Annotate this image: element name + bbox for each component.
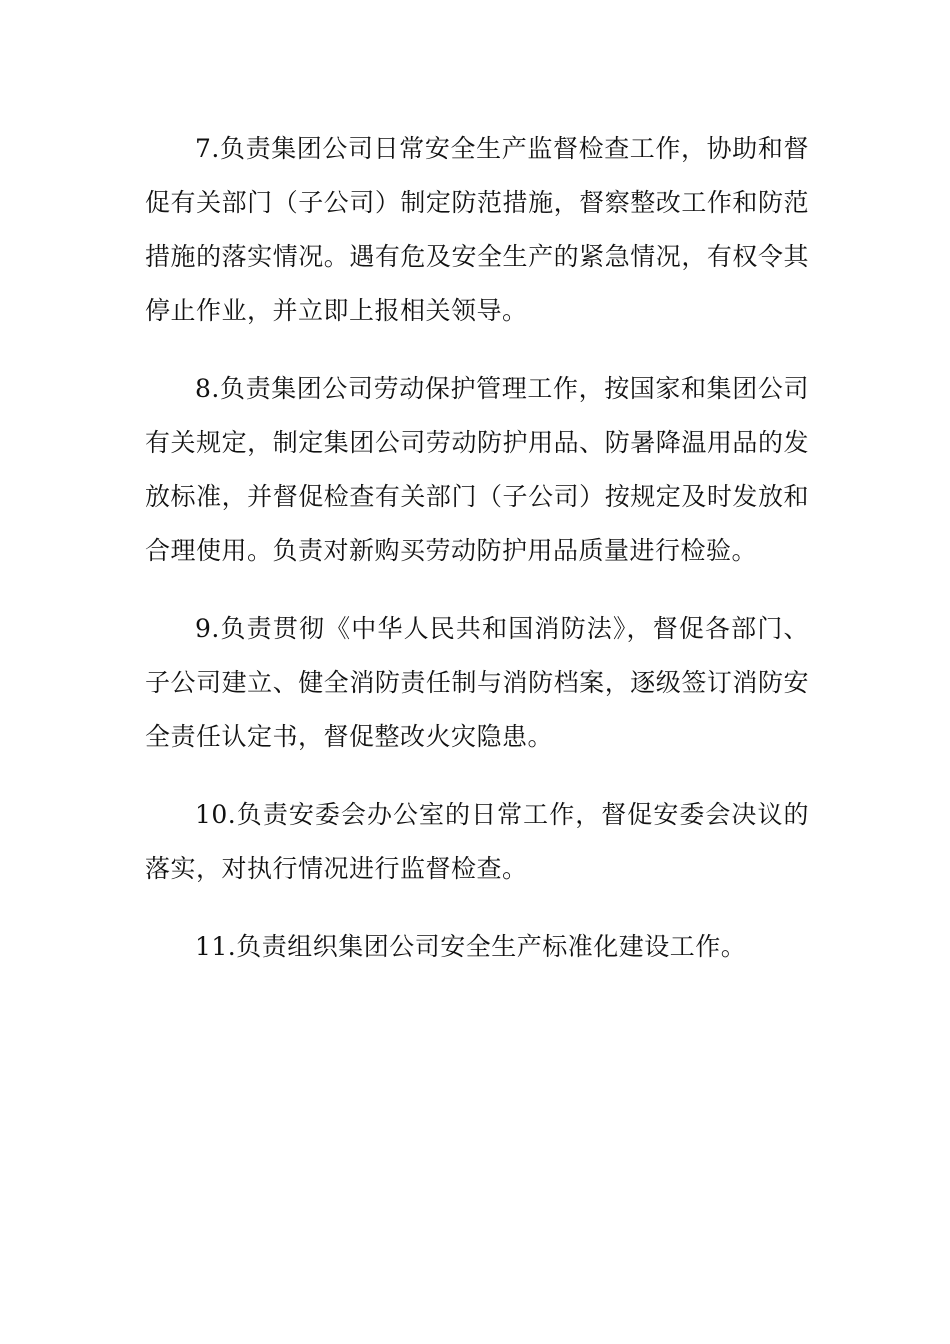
document-body: [145, 122, 809, 998]
paragraph-item-9: 9.负责贯彻《中华人民共和国消防法》，督促各部门、子公司建立、健全消防责任制与消防档案，逐级签订消防安全责任认定书，督促整改火灾隐患。: [145, 614, 809, 751]
paragraph-item-7: 7.负责集团公司日常安全生产监督检查工作，协助和督促有关部门（子公司）制定防范措施，督察整改工作和防范措施的落实情况。遇有危及安全生产的紧急情况，有权令其停止作业，并立即上报相关领导。: [145, 134, 809, 325]
paragraph-item-8: 8.负责集团公司劳动保护管理工作，按国家和集团公司有关规定，制定集团公司劳动防护用品、防暑降温用品的发放标准，并督促检查有关部门（子公司）按规定及时发放和合理使用。负责对新购买劳动防护用品质量进行检验。: [145, 374, 809, 565]
paragraph-item-10: 10.负责安委会办公室的日常工作，督促安委会决议的落实，对执行情况进行监督检查。: [145, 800, 809, 883]
paragraph-item-11: 11.负责组织集团公司安全生产标准化建设工作。: [195, 932, 747, 961]
